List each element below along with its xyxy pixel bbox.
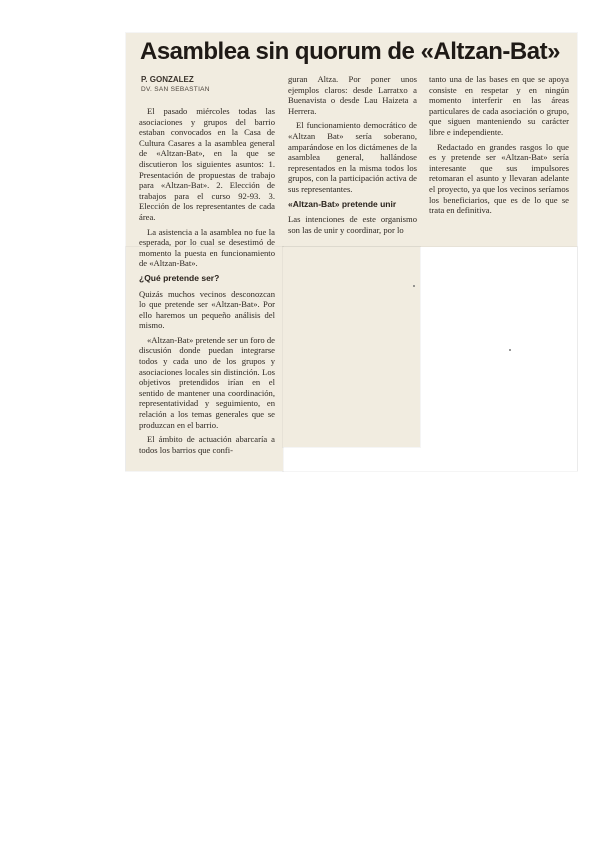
article-byline: P. GONZALEZ [141, 75, 194, 84]
article-column-3 [429, 74, 569, 220]
paragraph: tanto una de las bases en que se apoya consiste en respetar y en ningún momento interferir en las áreas particulares de cada asociación o grupo, que siguen manteniendo su carácter libre e independiente. [429, 74, 569, 137]
scan-speck [509, 349, 511, 351]
paragraph: El ámbito de actuación abarcaría a todos los barrios que confi- [139, 434, 275, 455]
paragraph: Redactado en grandes rasgos lo que es y pretende ser «Altzan-Bat» sería interesante que sus impulsores retomaran el asunto y llevaran adelante el proyecto, ya que los vecinos seríamos los beneficiarios, que es de lo que se trata en definitiva. [429, 141, 569, 216]
paragraph: El pasado miércoles todas las asociaciones y grupos del barrio estaban convocados en la Casa de Cultura Casares a la asamblea general de «Altzan-Bat», en la que se discutieron los siguientes asuntos: 1. Presentación de propuestas de trabajo para «Altzan-Bat». 2. Elección de trabajos para el curso 92-93. 3. Elección de los representantes de cada área. [139, 106, 275, 222]
subheading: «Altzan-Bat» pretende unir [288, 198, 397, 209]
article-title: Asamblea sin quorum de «Altzan-Bat» [140, 38, 560, 65]
subheading: ¿Qué pretende ser? [139, 272, 220, 283]
paragraph: La asistencia a la asamblea no fue la esperada, por lo cual se desestimó de momento la puesta en funcionamiento de «Altzan-Bat». [139, 226, 275, 269]
paragraph: Las intenciones de este organismo son las de unir y coordinar, por lo [288, 214, 417, 235]
paragraph: Quizás muchos vecinos desconozcan lo que pretende ser «Altzan-Bat». Por ello haremos un pequeño análisis del mismo. [139, 288, 275, 331]
paragraph: guran Altza. Por poner unos ejemplos claros: desde Larratxo a Buenavista o desde Lau Haizeta a Herrera. [288, 74, 417, 116]
paragraph: «Altzan-Bat» pretende ser un foro de discusión donde puedan integrarse todos y cada uno de los grupos y asociaciones locales sin distinción. Los objetivos pretendidos irían en el sentido de mantener una coordinación, representatividad y seguimiento, en relación a los temas generales que se produzcan en el barrio. [139, 334, 275, 430]
article-dateline: DV. SAN SEBASTIAN [141, 86, 210, 93]
article-column-2 [288, 74, 417, 239]
scan-speck [413, 285, 415, 287]
clipping-column-extension [283, 247, 420, 447]
paragraph: El funcionamiento democrático de «Altzan Bat» sería soberano, amparándose en los dictámenes de la asamblea general, hallándose representados en la misma todos los grupos, con la participación activa de sus representantes. [288, 120, 417, 194]
article-column-1 [139, 106, 275, 459]
